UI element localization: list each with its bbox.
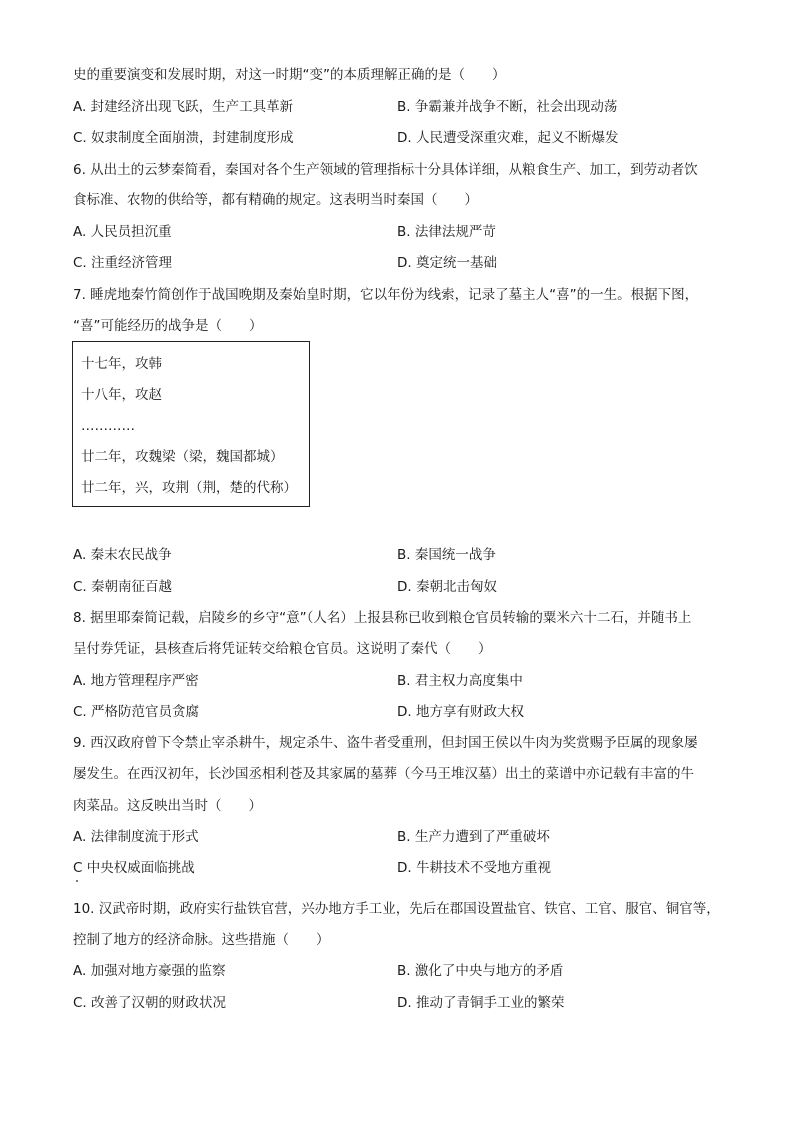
q5-option-b[interactable]: B. 争霸兼并战争不断，社会出现动荡 [397,99,618,115]
q10-option-a[interactable]: A. 加强对地方豪强的监察 [73,963,226,979]
q7-box-line-3: 廿二年，攻魏梁（梁，魏国都城） [81,449,284,465]
q10-stem-line-1: 10. 汉武帝时期，政府实行盐铁官营，兴办地方手工业，先后在郡国设置盐官、铁官、工官、服官、铜官等， [73,901,720,917]
q7-option-c[interactable]: C. 秦朝南征百越 [73,579,173,595]
q9-stem-line-2: 屡发生。在西汉初年，长沙国丞相利苍及其家属的墓葬（今马王堆汉墓）出土的菜谱中亦记载有丰富的牛 [73,766,694,782]
q7-stem-line-2: “喜”可能经历的战争是（ ） [73,318,263,334]
q7-box-line-1: 十七年，攻韩 [81,356,162,372]
q10-option-d[interactable]: D. 推动了青铜手工业的繁荣 [397,995,565,1011]
q10-option-c[interactable]: C. 改善了汉朝的财政状况 [73,995,227,1011]
q7-source-box [72,341,310,507]
q8-stem-line-2: 呈付券凭证，县核查后将凭证转交给粮仓官员。这说明了秦代（ ） [73,641,492,657]
q9-option-d[interactable]: D. 牛耕技术不受地方重视 [397,860,551,876]
q6-option-d[interactable]: D. 奠定统一基础 [397,255,497,271]
q6-option-a[interactable]: A. 人民员担沉重 [73,224,172,240]
q7-option-a[interactable]: A. 秦末农民战争 [73,547,172,563]
q7-option-b[interactable]: B. 秦国统一战争 [397,547,496,563]
q6-option-b[interactable]: B. 法律法规严苛 [397,224,496,240]
q7-stem-line-1: 7. 睡虎地秦竹简创作于战国晚期及秦始皇时期，它以年份为线索，记录了墓主人“喜”的一生。根据下图， [73,287,699,303]
q6-option-c[interactable]: C. 注重经济管理 [73,255,173,271]
q9-option-c[interactable]: C 中央权威面临挑战 [73,860,195,876]
q9-option-b[interactable]: B. 生产力遭到了严重破坏 [397,829,550,845]
q7-box-line-2: 十八年，攻赵 [81,387,162,403]
q10-stem-line-2: 控制了地方的经济命脉。这些措施（ ） [73,932,330,948]
q7-option-d[interactable]: D. 秦朝北击匈奴 [397,579,497,595]
q8-stem-line-1: 8. 据里耶秦简记载，启陵乡的乡守“意”（人名）上报县称已收到粮仓官员转输的粟米六十二石，并随书上 [73,610,692,626]
stray-dot-mark [76,880,78,882]
q8-option-d[interactable]: D. 地方享有财政大权 [397,704,524,720]
q5-option-c[interactable]: C. 奴隶制度全面崩溃，封建制度形成 [73,130,294,146]
q9-option-a[interactable]: A. 法律制度流于形式 [73,829,199,845]
q8-option-c[interactable]: C. 严格防范官员贪腐 [73,704,200,720]
q5-stem-line: 史的重要演变和发展时期，对这一时期“变”的本质理解正确的是（ ） [73,67,506,83]
q7-box-line-4: 廿二年，兴，攻荆（荆，楚的代称） [81,480,297,496]
q7-box-ellipsis: ………… [81,418,135,434]
q9-stem-line-1: 9. 西汉政府曾下令禁止宰杀耕牛，规定杀牛、盗牛者受重刑，但封国王侯以牛肉为奖赏赐予臣属的现象屡 [73,735,698,751]
q5-option-a[interactable]: A. 封建经济出现飞跃，生产工具革新 [73,99,294,115]
q9-stem-line-3: 肉菜品。这反映出当时（ ） [73,798,262,814]
q8-option-a[interactable]: A. 地方管理程序严密 [73,673,199,689]
q6-stem-line-1: 6. 从出土的云梦秦简看，秦国对各个生产领域的管理指标十分具体详细，从粮食生产、加工，到劳动者饮 [73,162,698,178]
q6-stem-line-2: 食标准、农物的供给等，都有精确的规定。这表明当时秦国（ ） [73,192,478,208]
q10-option-b[interactable]: B. 激化了中央与地方的矛盾 [397,963,564,979]
q5-option-d[interactable]: D. 人民遭受深重灾难，起义不断爆发 [397,130,619,146]
q8-option-b[interactable]: B. 君主权力高度集中 [397,673,523,689]
